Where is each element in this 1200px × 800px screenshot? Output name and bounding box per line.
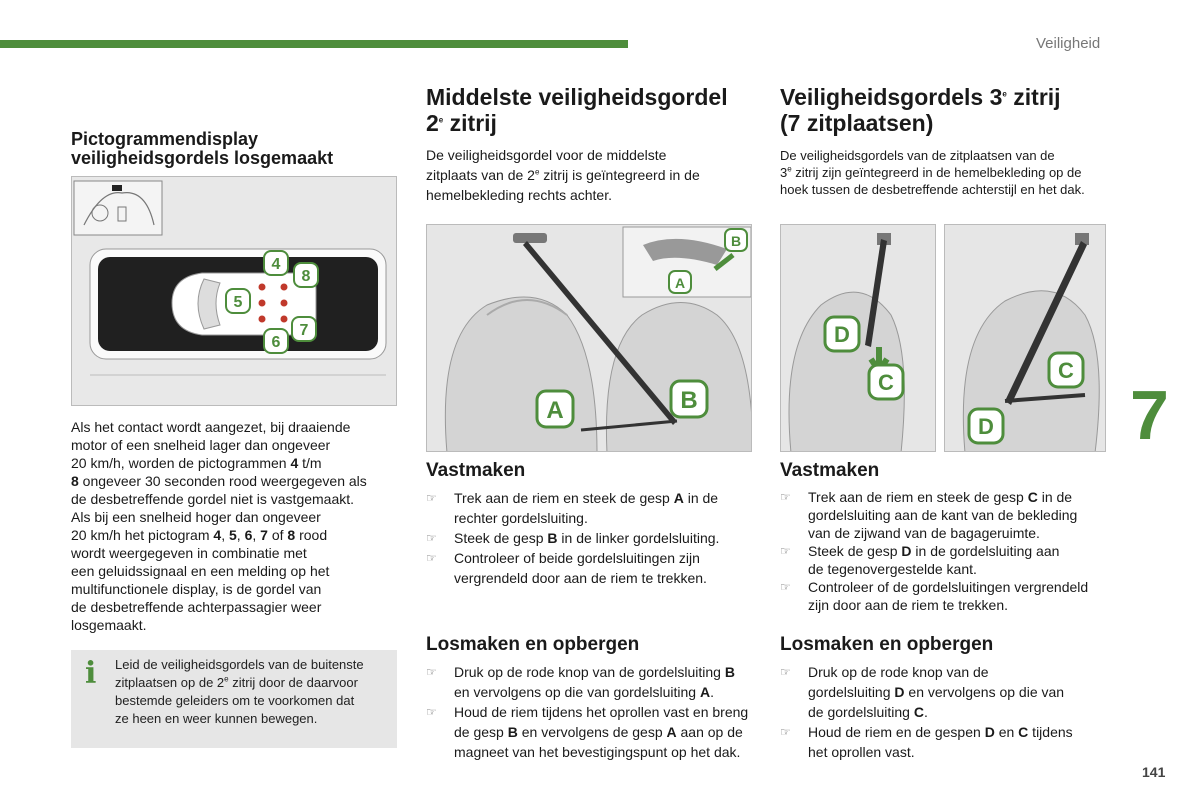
third-row-left-illustration xyxy=(780,224,936,452)
col2-title: Middelste veiligheidsgordel 2e zitrij xyxy=(426,84,728,136)
section-label: Veiligheid xyxy=(1036,35,1101,52)
svg-text:4: 4 xyxy=(271,256,281,273)
list-item: ☞ Trek aan de riem en steek de gesp A in de rechter gordelsluiting. xyxy=(426,490,719,526)
chapter-number: 7 xyxy=(1130,376,1169,454)
middle-belt-illustration xyxy=(426,224,752,452)
col3-title: Veiligheidsgordels 3e zitrij (7 zitplaatsen) xyxy=(780,84,1061,136)
list-item: ☞ Houd de riem en de gespen D en C tijdens het oprollen vast. xyxy=(780,724,1073,760)
svg-text:B: B xyxy=(680,387,698,414)
col3-fasten-list xyxy=(780,488,1120,614)
list-item: ☞ Trek aan de riem en steek de gesp C in de gordelsluiting aan de kant van de bekleding van de zijwand van de bagageruimte. xyxy=(780,489,1078,541)
third-row-right-illustration xyxy=(944,224,1106,452)
bullet-icon: ☞ xyxy=(426,491,437,505)
svg-text:D: D xyxy=(978,414,994,439)
bullet-icon: ☞ xyxy=(780,490,791,504)
bullet-icon: ☞ xyxy=(780,544,791,558)
badge-5 xyxy=(226,289,250,313)
col2-release-title: Losmaken en opbergen xyxy=(426,634,640,655)
svg-text:A: A xyxy=(546,397,564,424)
bullet-icon: ☞ xyxy=(780,665,791,679)
col2-release-list xyxy=(426,662,766,762)
badge-6 xyxy=(264,329,288,353)
col3-intro: De veiligheidsgordels van de zitplaatsen van de 3e zitrij zijn geïntegreerd in de hemelbekleding op de hoek tussen de desbetreffende achterstijl en het dak. xyxy=(780,148,1085,197)
list-item: ☞ Druk op de rode knop van de gordelsluiting B en vervolgens op die van gordelsluiting A. xyxy=(426,664,735,700)
badge-8 xyxy=(294,263,318,287)
svg-text:8: 8 xyxy=(301,268,311,285)
bullet-icon: ☞ xyxy=(426,665,437,679)
svg-text:7: 7 xyxy=(299,322,309,339)
label-b-inset xyxy=(725,229,747,251)
col3-release-list xyxy=(780,662,1120,762)
seat-dot xyxy=(281,316,288,323)
list-item: ☞ Steek de gesp D in de gordelsluiting aan de tegenovergestelde kant. xyxy=(780,543,1060,577)
svg-text:5: 5 xyxy=(233,294,243,311)
bullet-icon: ☞ xyxy=(426,551,437,565)
svg-text:B: B xyxy=(730,233,742,249)
bullet-icon: ☞ xyxy=(426,705,437,719)
col2-intro: De veiligheidsgordel voor de middelste zitplaats van de 2e zitrij is geïntegreerd in de hemelbekleding rechts achter. xyxy=(426,147,700,203)
seat-dot xyxy=(259,300,266,307)
label-b xyxy=(671,381,707,417)
seatbelt-display-illustration xyxy=(71,176,397,406)
page-number: 141 xyxy=(1142,764,1166,780)
badge-7 xyxy=(292,317,316,341)
info-box xyxy=(71,650,397,748)
info-icon: i xyxy=(85,656,97,691)
list-item: ☞ Controleer of beide gordelsluitingen zijn vergrendeld door aan de riem te trekken. xyxy=(426,550,707,586)
header-accent-bar xyxy=(0,40,628,48)
label-a-inset xyxy=(669,271,691,293)
svg-text:6: 6 xyxy=(271,334,281,351)
seat-dot xyxy=(281,284,288,291)
col3-release-title: Losmaken en opbergen xyxy=(780,634,994,655)
label-c xyxy=(869,365,903,399)
label-d-right xyxy=(969,409,1003,443)
label-d xyxy=(825,317,859,351)
col3-fasten-title: Vastmaken xyxy=(780,460,880,481)
label-a xyxy=(537,391,573,427)
svg-text:D: D xyxy=(834,322,850,347)
list-item: ☞ Steek de gesp B in de linker gordelsluiting. xyxy=(426,530,720,546)
col2-fasten-title: Vastmaken xyxy=(426,460,526,481)
svg-text:A: A xyxy=(674,275,686,291)
svg-text:C: C xyxy=(878,370,894,395)
bullet-icon: ☞ xyxy=(780,580,791,594)
seat-dot xyxy=(259,316,266,323)
label-c-right xyxy=(1049,353,1083,387)
col1-title: Pictogrammendisplay veiligheidsgordels losgemaakt xyxy=(71,129,334,168)
col2-fasten-list xyxy=(426,488,760,588)
seat-dot xyxy=(259,284,266,291)
list-item: ☞ Druk op de rode knop van de gordelsluiting D en vervolgens op die van de gordelsluiting C. xyxy=(780,664,1065,720)
seat-dot xyxy=(281,300,288,307)
badge-4 xyxy=(264,251,288,275)
bullet-icon: ☞ xyxy=(426,531,437,545)
info-text: Leid de veiligheidsgordels van de buitenste zitplaatsen op de 2e zitrij door de daarvoor bestemde geleiders om te voorkomen dat ze heen en weer kunnen bewegen. xyxy=(115,657,364,726)
list-item: ☞ Controleer of de gordelsluitingen vergrendeld zijn door aan de riem te trekken. xyxy=(780,579,1089,613)
col1-paragraph: Als het contact wordt aangezet, bij draaiende motor of een snelheid lager dan ongeveer 20 km/h, worden de pictogrammen 4 t/m 8 ongeveer 30 seconden rood weergegeven als de desbetreffende gordel niet is vastgemaakt. Als bij een snelheid hoger dan ongeveer 20 km/h het pictogram 4, 5, 6, 7 of 8 rood wordt weergegeven in combinatie met een geluidssignaal en een melding op het multifunctionele display, is de gordel van de desbetreffende achterpassagier weer losgemaakt. xyxy=(71,419,367,633)
bullet-icon: ☞ xyxy=(780,725,791,739)
svg-text:C: C xyxy=(1058,358,1074,383)
list-item: ☞ Houd de riem tijdens het oprollen vast en breng de gesp B en vervolgens de gesp A aan op de magneet van het bevestigingspunt op het dak. xyxy=(426,704,749,760)
